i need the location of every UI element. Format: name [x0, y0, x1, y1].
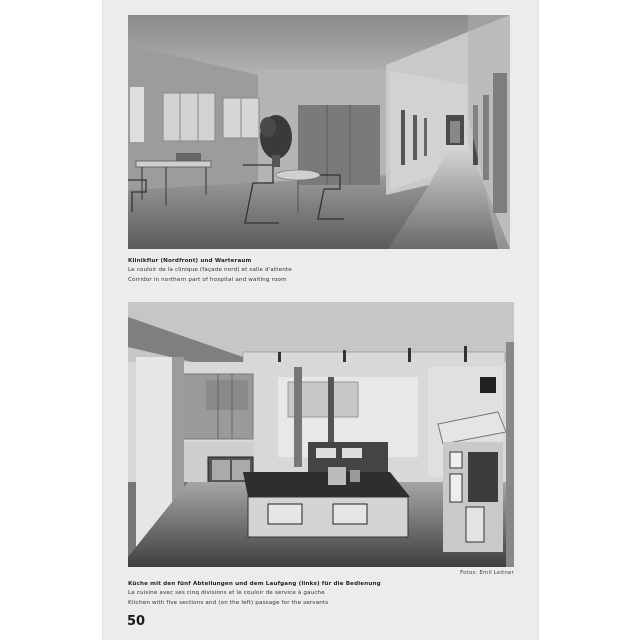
- caption-top-german: Klinikflur (Nordfront) und Warteraum: [128, 258, 252, 264]
- caption-bottom: [128, 580, 381, 608]
- caption-top-english: Corridor in northern part of hospital and waiting room: [128, 276, 287, 283]
- photo-corridor-waiting-room: [128, 15, 510, 249]
- caption-bottom-english: Kitchen with five sections and (on the left) passage for the servants: [128, 599, 329, 606]
- page-number: 50: [127, 614, 146, 629]
- photo-kitchen: [128, 302, 514, 567]
- caption-top-french: Le couloir de la clinique (façade nord) et salle d'attente: [128, 267, 292, 274]
- caption-top: [128, 257, 292, 285]
- caption-bottom-german: Küche mit den fünf Abteilungen und dem Laufgang (links) für die Bedienung: [128, 581, 381, 587]
- corridor-photo-image: [128, 15, 510, 249]
- book-page: [103, 0, 538, 640]
- photo-credit: Fotos: Emil Leitner: [460, 570, 514, 576]
- caption-bottom-french: La cuisine avec ses cinq divisions et le couloir de service à gauche: [128, 590, 325, 597]
- kitchen-photo-image: [128, 302, 514, 567]
